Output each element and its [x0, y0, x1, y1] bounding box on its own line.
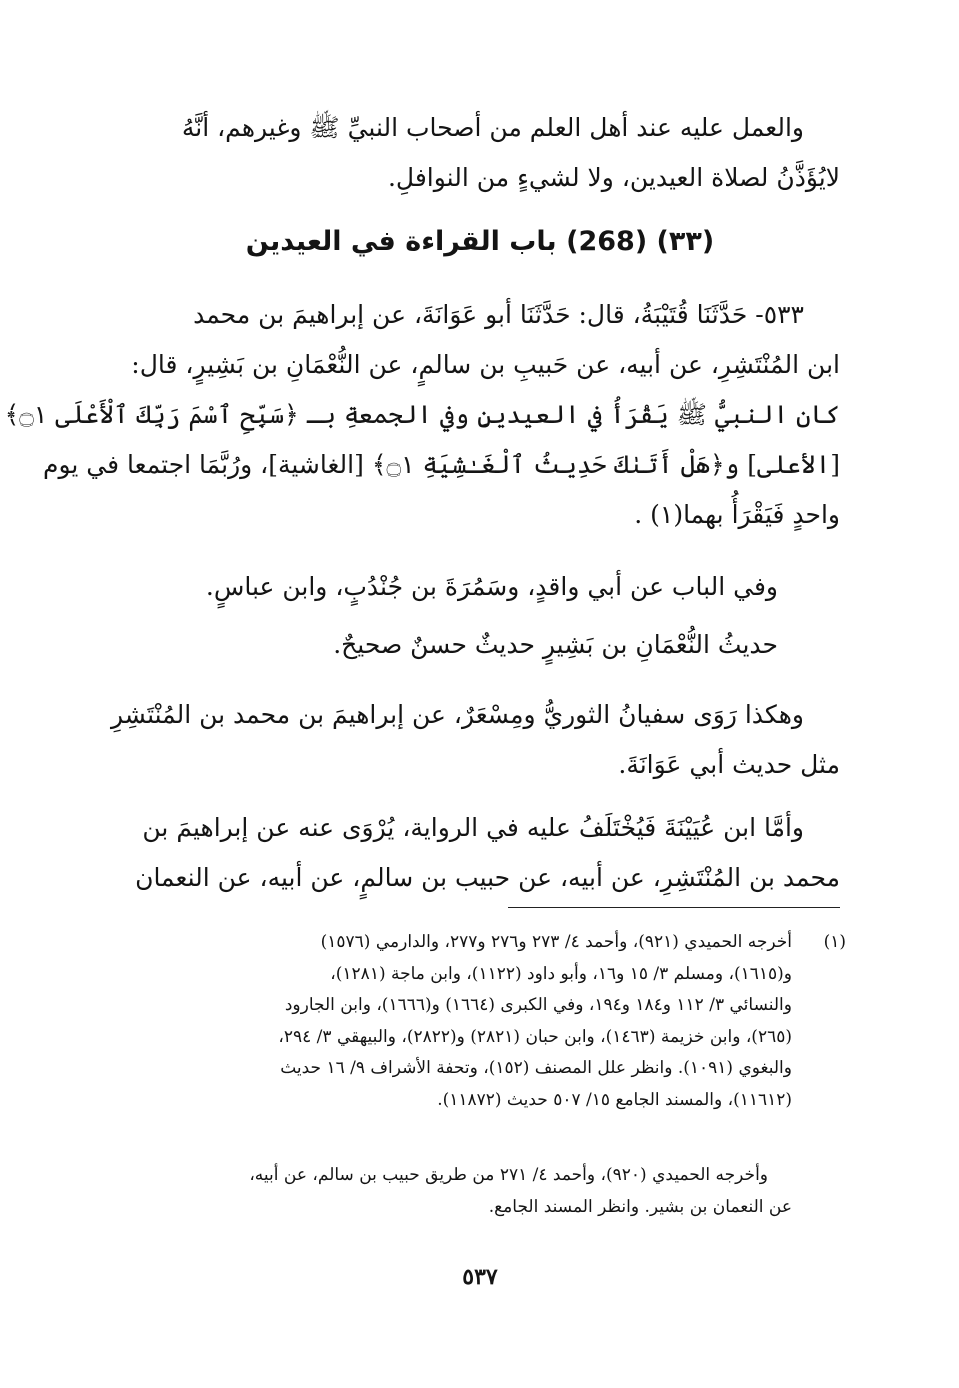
footnote-line: أخرجه الحميدي (٩٢١)، وأحمد ٤/ ٢٧٣ و٢٧٦ و٢٧٧، والدارمي (١٥٧٦)	[320, 932, 792, 952]
riwaya-line: مثل حديث أبي عَوَانَةَ.	[618, 750, 840, 779]
footnote-line: وأخرجه الحميدي (٩٢٠)، وأحمد ٤/ ٢٧١ من طريق حبيب بن سالم، عن أبيه،	[249, 1165, 768, 1185]
footnote-line: (١١٦١٢)، والمسند الجامع ١٥/ ٥٠٧ حديث (١١٨٧٢).	[437, 1089, 792, 1110]
chapter-heading: (٣٣) (268) باب القراءة في العيدين	[245, 226, 715, 257]
hadith-line: [الأعلى] و﴿هَلْ أَتَىٰكَ حَدِيثُ ٱلْغَـٰشِيَةِ ۝١﴾ [الغاشية]، ورُبَّمَا اجتمعا في يوم	[42, 450, 840, 479]
intro-line: لايُؤَذَّنُ لصلاة العيدين، ولا لشيءٍ من النوافلِ.	[387, 163, 840, 192]
footnote-number: (١)	[823, 932, 846, 952]
riwaya-paragraph	[110, 690, 840, 790]
ibn-uyayna-line: وأمَّا ابن عُيَيْنَةَ فَيُخْتَلَفُ عليه في الرواية، يُرْوَى عنه عن إبراهيمَ بن	[142, 813, 804, 842]
hadith-line: كان النبيُّ ﷺ يَقْرَأُ في العيدينِ وفي الجمعةِ بـ ﴿سَبِّحِ ٱسْمَ رَبِّكَ ٱلْأَعْلَى ۝١﴾	[4, 400, 840, 429]
bab-paragraph	[120, 562, 840, 612]
intro-line: والعمل عليه عند أهل العلم من أصحاب النبيِّ ﷺ وغيرهم، أنَّهُ	[181, 113, 804, 142]
hadith-paragraph	[4, 290, 840, 540]
footnote-line: و(١٦١٥)، ومسلم ٣/ ١٥ و١٦، وأبو داود (١١٢٢)، وابن ماجة (١٢٨١)،	[330, 963, 792, 984]
footnote-line: عن النعمان بن بشير. وانظر المسند الجامع.	[488, 1196, 792, 1217]
bab-line: وفي الباب عن أبي واقدٍ، وسَمُرَةَ بن جُنْدُبٍ، وابن عباسٍ.	[205, 572, 778, 601]
ibn-uyayna-line: محمد بن المُنْتَشِرِ، عن أبيه، عن حبيب بن سالمٍ، عن أبيه، عن النعمان	[135, 863, 840, 892]
hadith-line: واحدٍ فَيَقْرَأُ بهما(١) .	[634, 500, 840, 529]
hadith-line: ٥٣٣- حَدَّثَنَا قُتَيْبَةُ، قال: حَدَّثَنَا أبو عَوَانَةَ، عن إبراهيمَ بن محمد	[193, 300, 804, 329]
footnote-line: والنسائي ٣/ ١١٢ و١٨٤ و١٩٤، وفي الكبرى (١٦٦٤) و(١٦٦٦)، وابن الجارود	[284, 995, 792, 1015]
intro-paragraph	[120, 103, 840, 203]
footnote-separator	[508, 907, 840, 908]
footnote-line: والبغوي (١٠٩١). وانظر علل المصنف (١٥٢)، وتحفة الأشراف ٩/ ١٦ حديث	[280, 1058, 792, 1078]
grading-line: حديثُ النُّعْمَانِ بن بَشِيرٍ حديثٌ حسنٌ صحيحٌ.	[333, 630, 778, 659]
riwaya-line: وهكذا رَوَى سفيانُ الثوريُّ ومِسْعَرٌ، عن إبراهيمَ بن محمد بن المُنْتَشِرِ	[110, 700, 804, 729]
footnote-line: (٢٦٥)، وابن خزيمة (١٤٦٣)، وابن حبان (٢٨٢١) و(٢٨٢٢)، والبيهقي ٣/ ٢٩٤،	[278, 1026, 792, 1047]
grading-paragraph	[120, 620, 840, 670]
footnote-continuation	[120, 1160, 792, 1223]
ibn-uyayna-paragraph	[120, 803, 840, 903]
footnote-body	[120, 927, 792, 1116]
hadith-line: ابن المُنْتَشِرِ، عن أبيه، عن حَبيبِ بن سالمٍ، عن النُّعْمَانِ بن بَشِيرٍ، قال:	[131, 350, 840, 379]
page-number: ٥٣٧	[462, 1264, 498, 1290]
